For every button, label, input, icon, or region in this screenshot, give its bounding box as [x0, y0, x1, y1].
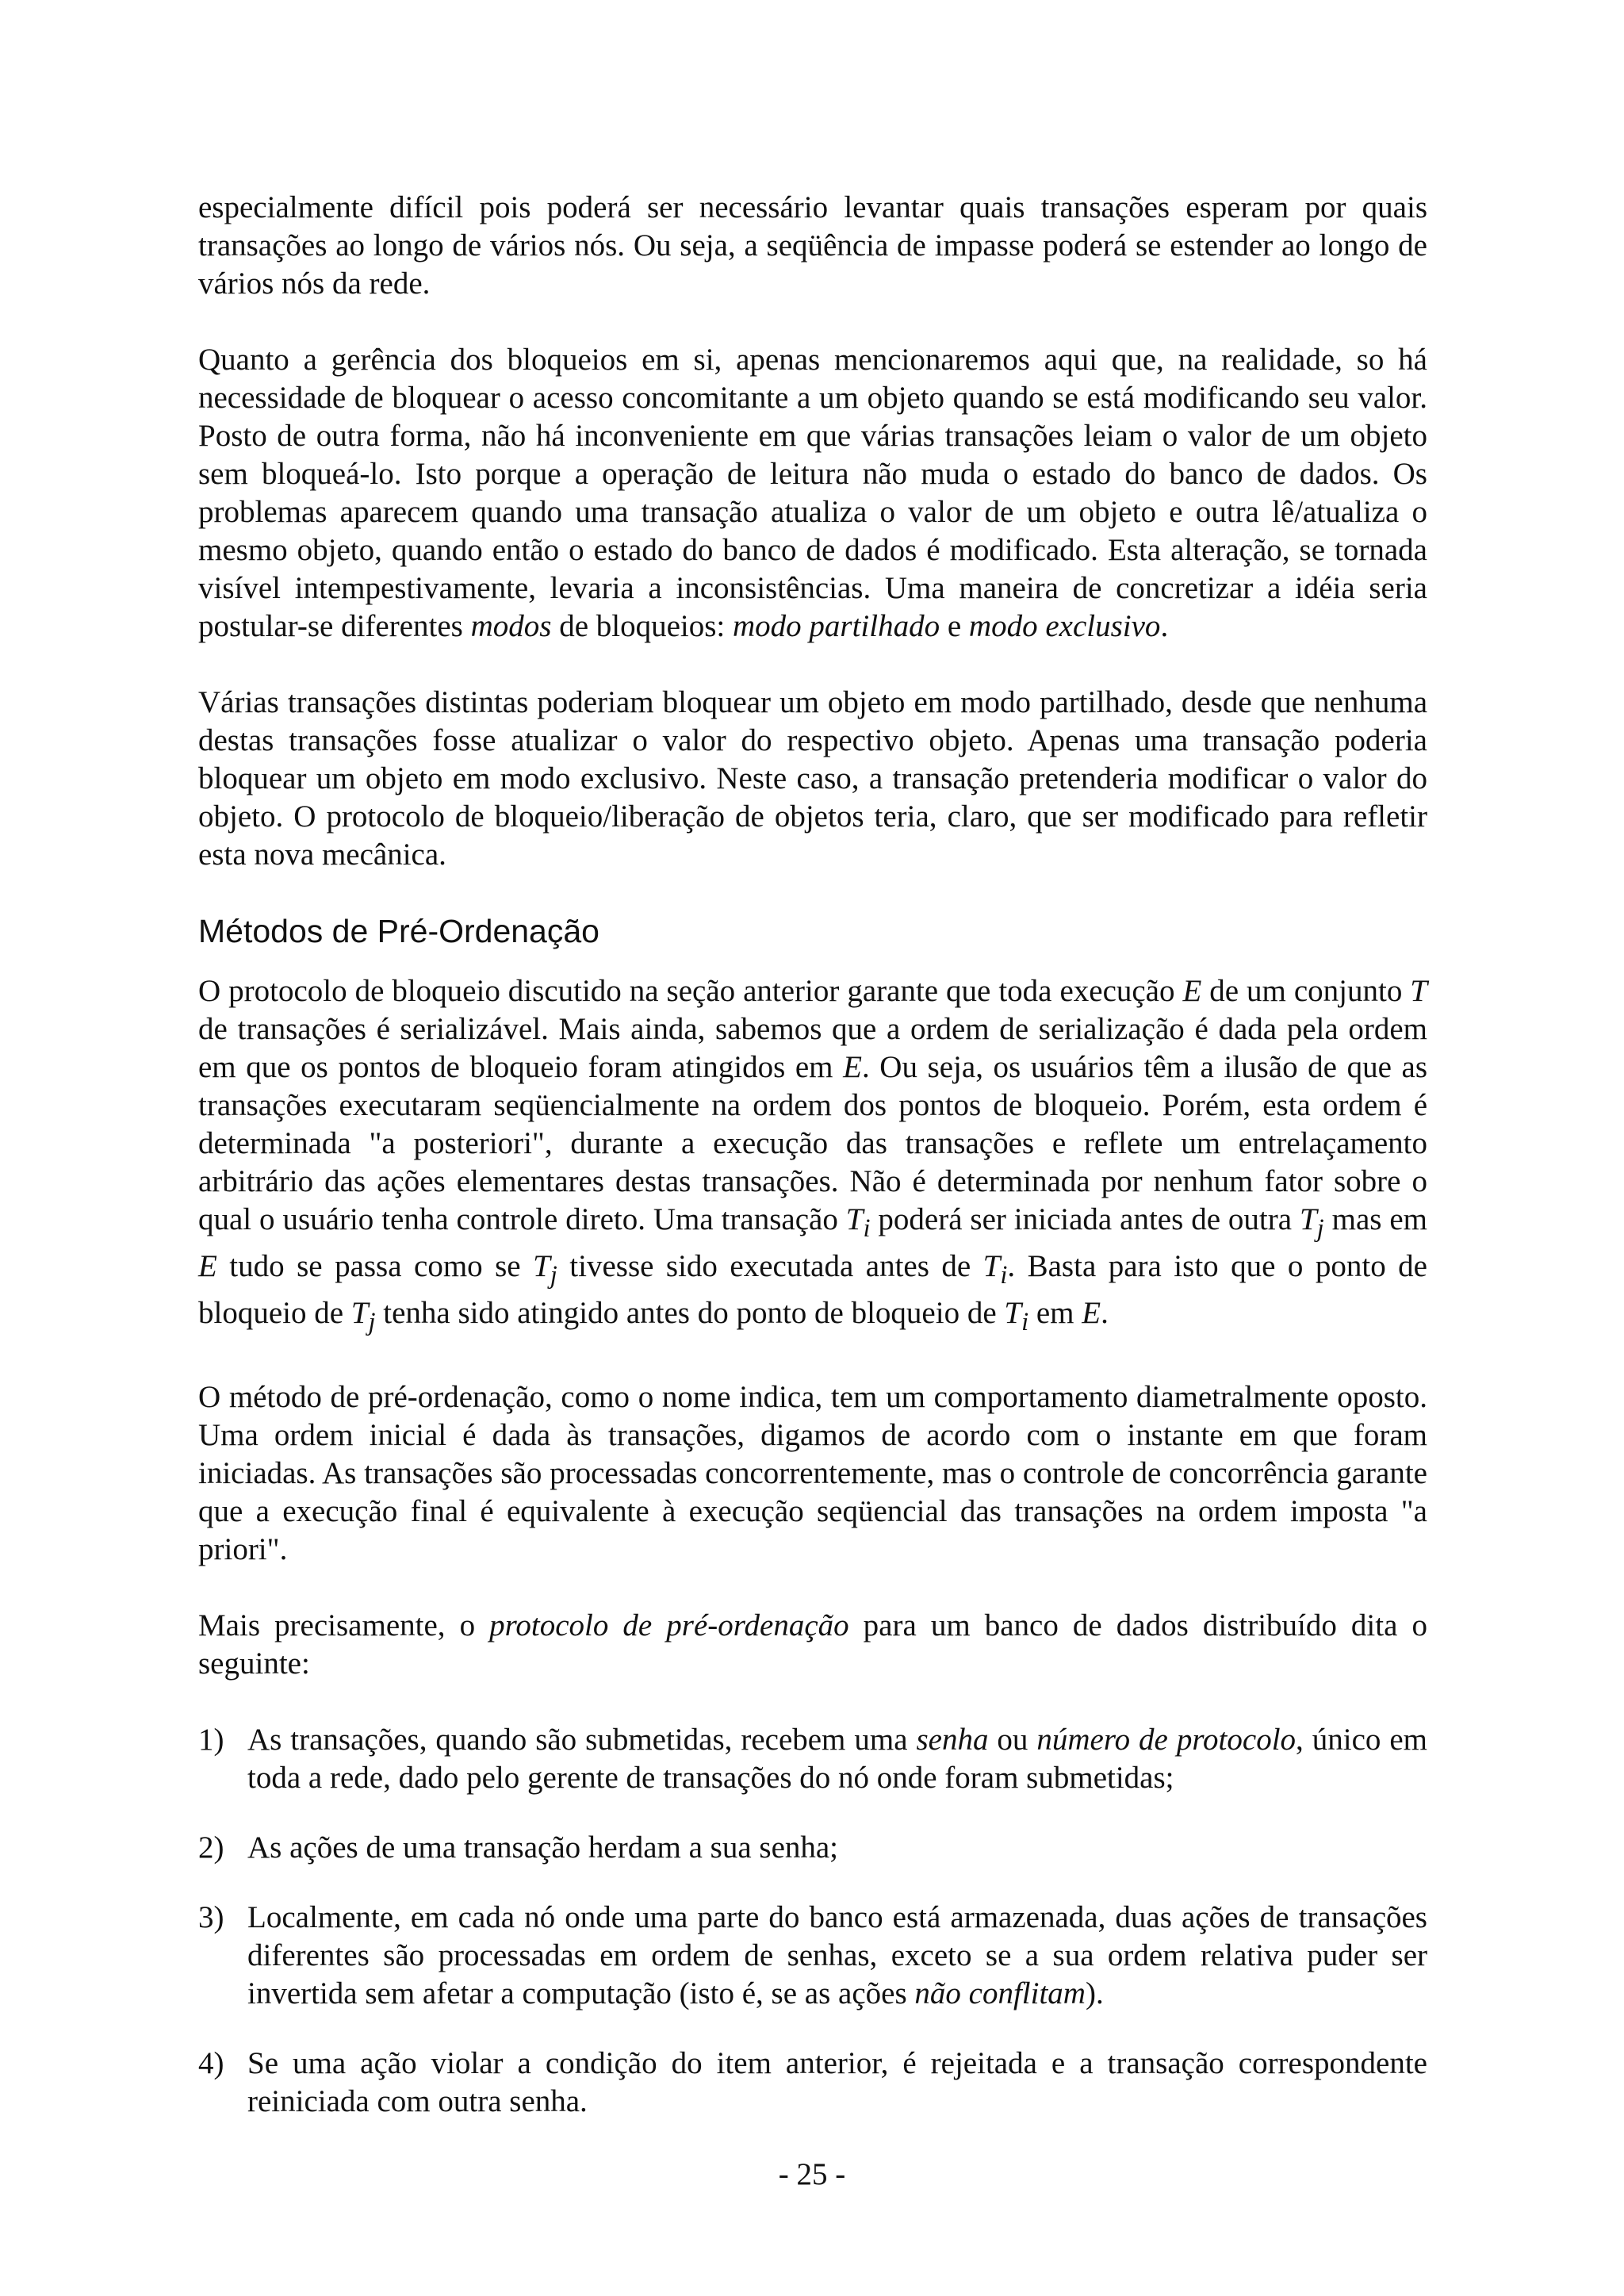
emphasis-modos: modos [470, 609, 552, 643]
paragraph-protocol-intro: Mais precisamente, o protocolo de pré-ordenação para um banco de dados distribuído dita o seguinte: [198, 1608, 1427, 1681]
list-item: 1) As transações, quando são submetidas, recebem uma senha ou número de protocolo, único em toda a rede, dado pelo gerente de transações do nó onde foram submetidas; [198, 1723, 1428, 1796]
list-number: 3) [198, 1900, 224, 1935]
list-item: 2) As ações de uma transação herdam a sua senha; [198, 1829, 1427, 1867]
page-body [198, 189, 1427, 2152]
list-number: 4) [198, 2046, 224, 2081]
list-number: 2) [198, 1830, 224, 1865]
emphasis-modo-exclusivo: modo exclusivo [968, 609, 1161, 643]
paragraph-deadlock-nodes: especialmente difícil pois poderá ser necessário levantar quais transações esperam por quais transações ao longo de vários nós. Ou seja, a seqüência de impasse poderá se estender ao longo de vários nós da rede. [198, 190, 1427, 301]
paragraph-serialization: O protocolo de bloqueio discutido na seção anterior garante que toda execução E de um conjunto T de transações é serializável. Mais ainda, sabemos que a ordem de serialização é dada pela ordem em que os pontos de bloqueio foram atingidos em E. Ou seja, os usuários têm a ilusão de que as transações executaram seqüencialmente na ordem dos pontos de bloqueio. Porém, esta ordem é determinada "a posteriori", durante a execução das transações e reflete um entrelaçamento arbitrário das ações elementares destas transações. Não é determinada por nenhum fator sobre o qual o usuário tenha controle direto. Uma transação $T_i$ poderá ser iniciada antes de outra $T_j$ mas em E tudo se passa como se $T_j$ tivesse sido executada antes de $T_i$. Basta para isto que o ponto de bloqueio de $T_j$ tenha sido atingido antes do ponto de bloqueio de $T_i$ em E. [198, 974, 1427, 1336]
list-item: 4) Se uma ação violar a condição do item anterior, é rejeitada e a transação correspondente reiniciada com outra senha. [198, 2046, 1427, 2119]
paragraph-pre-ordering: O método de pré-ordenação, como o nome indica, tem um comportamento diametralmente oposto. Uma ordem inicial é dada às transações, digamos de acordo com o instante em que foram iniciadas. As transações são processadas concorrentemente, mas o controle de concorrência garante que a execução final é equivalente à execução seqüencial das transações na ordem imposta "a priori". [198, 1380, 1427, 1567]
emphasis-protocolo: protocolo de pré-ordenação [489, 1608, 849, 1643]
paragraph-lock-management: Quanto a gerência dos bloqueios em si, apenas mencionaremos aqui que, na realidade, so há necessidade de bloquear o acesso concomitante a um objeto quando se está modificando seu valor. Posto de outra forma, não há inconveniente em que várias transações leiam o valor de um objeto sem bloqueá-lo. Isto porque a operação de leitura não muda o estado do banco de dados. Os problemas aparecem quando uma transação atualiza o valor de um objeto e outra lê/atualiza o mesmo objeto, quando então o estado do banco de dados é modificado. Esta alteração, se tornada visível intempestivamente, levaria a inconsistências. Uma maneira de concretizar a idéia seria postular-se diferentes modos de bloqueios: modo partilhado e modo exclusivo. [198, 343, 1427, 643]
paragraph-lock-modes: Várias transações distintas poderiam bloquear um objeto em modo partilhado, desde que nenhuma destas transações fosse atualizar o valor do respectivo objeto. Apenas uma transação poderia bloquear um objeto em modo exclusivo. Neste caso, a transação pretenderia modificar o valor do objeto. O protocolo de bloqueio/liberação de objetos teria, claro, que ser modificado para refletir esta nova mecânica. [198, 685, 1427, 872]
page-number: - 25 - [778, 2157, 846, 2191]
emphasis-modo-partilhado: modo partilhado [733, 609, 940, 643]
protocol-rules-list [198, 1721, 1427, 2121]
list-number: 1) [198, 1723, 224, 1757]
list-item: 3) Localmente, em cada nó onde uma parte do banco está armazenada, duas ações de transações diferentes são processadas em ordem de senhas, exceto se a sua ordem relativa puder ser invertida sem afetar a computação (isto é, se as ações não conflitam). [198, 1900, 1427, 2011]
section-heading: Métodos de Pré-Ordenação [198, 913, 599, 949]
